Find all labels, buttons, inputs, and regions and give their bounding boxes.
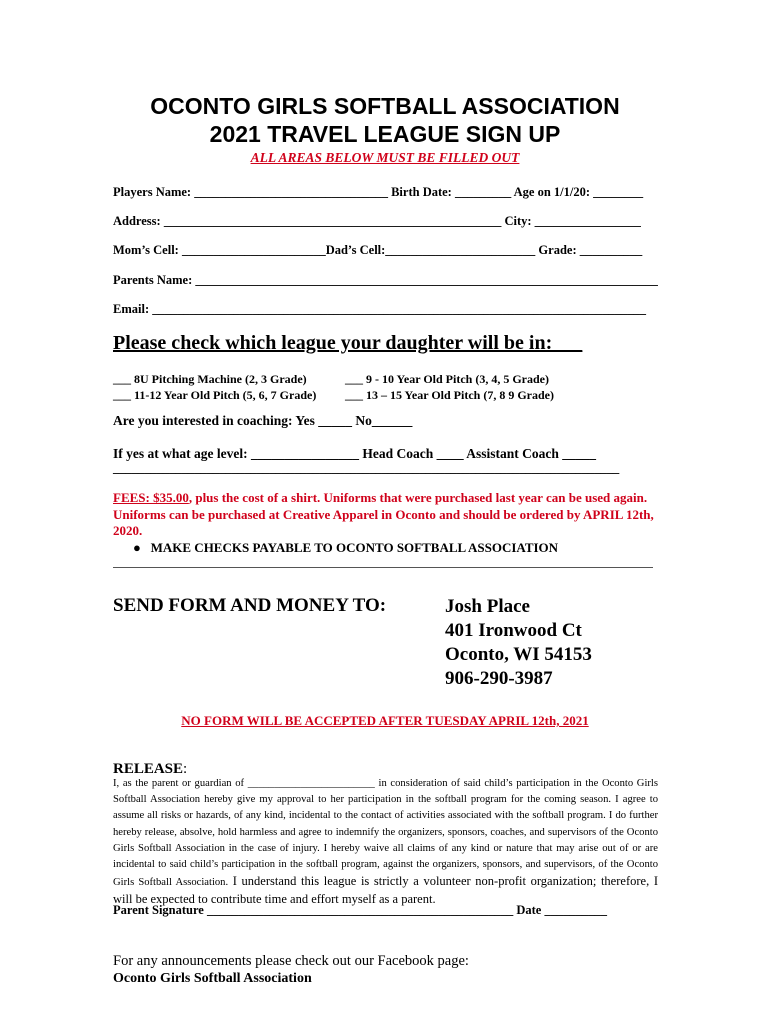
league-heading: Please check which league your daughter will be in:___ [113,332,583,354]
recipient-city: Oconto, WI 54153 [445,644,592,665]
coaching-level-field[interactable]: If yes at what age level: ________________ Head Coach ____ Assistant Coach _____ [113,446,596,461]
league-option-13-15[interactable]: ___ 13 – 15 Year Old Pitch (7, 8 9 Grade) [345,388,554,402]
fees-amount: FEES: $35.00 [113,490,189,505]
parent-signature-field[interactable]: Parent Signature _________________________________________________ Date __________ [113,903,607,917]
coaching-interest-field[interactable]: Are you interested in coaching: Yes _____ No______ [113,413,413,428]
release-heading-colon: : [183,761,188,777]
league-option-8u[interactable]: ___ 8U Pitching Machine (2, 3 Grade) [113,372,307,386]
title-line-2: 2021 TRAVEL LEAGUE SIGN UP [209,121,561,147]
deadline-notice: NO FORM WILL BE ACCEPTED AFTER TUESDAY APRIL 12th, 2021 [181,713,589,728]
checks-payable-bullet [133,540,558,556]
recipient-phone: 906-290-3987 [445,668,553,689]
email-field[interactable]: Email: _______________________________________________________________________________ [113,302,646,316]
facebook-notice: For any announcements please check out our Facebook page: [113,953,469,969]
coaching-underline: _________________________________________________________________________________ [113,461,620,475]
send-form-label: SEND FORM AND MONEY TO: [113,595,387,616]
parent-cells-field[interactable]: Mom’s Cell: _______________________Dad’s Cell:________________________ Grade: __________ [113,243,643,257]
release-body: I, as the parent or guardian of ________________________ in consideration of said child’s participation in the Oconto Girls Softball Association hereby give my approval to her participation in the softball program for the coming season. I agree to assume all risks or hazards, of any kind, incidental to the contact of activities associated with the softball program. I do further hereby release, absolve, hold harmless and agree to indemnify the organizers, sponsors, coaches, and supervisors of the Oconto Girls Softball Association in the case of injury. I hereby waive all claims of any kind or nature that may arise out of or are incidental to said child’s participation in the softball program, against the organizers, sponsors, and supervisors, of the Oconto Girls Softball Association. [113,778,658,889]
checks-payable-text: MAKE CHECKS PAYABLE TO OCONTO SOFTBALL ASSOCIATION [150,540,559,555]
mailing-address [445,595,592,691]
bullet-icon: ● [133,540,151,555]
players-name-field[interactable]: Players Name: _______________________________ Birth Date: _________ Age on 1/1/20: ________ [113,185,644,199]
league-option-11-12[interactable]: ___ 11-12 Year Old Pitch (5, 6, 7 Grade) [113,388,317,402]
address-field[interactable]: Address: ______________________________________________________ City: _________________ [113,214,641,228]
facebook-page-name: Oconto Girls Softball Association [113,971,312,986]
release-body-tail: I understand this league is strictly a volunteer non-profit organization; therefore, I will be expected to contribute time and effort myself as a parent. [113,874,658,907]
release-heading-text: RELEASE [113,761,184,777]
release-text [113,776,658,910]
must-fill-notice: ALL AREAS BELOW MUST BE FILLED OUT [250,150,520,165]
parents-name-field[interactable]: Parents Name: __________________________________________________________________________ [113,273,658,287]
fees-notice [113,490,658,540]
section-divider [113,567,653,568]
league-option-9-10[interactable]: ___ 9 - 10 Year Old Pitch (3, 4, 5 Grade) [345,372,549,386]
recipient-street: 401 Ironwood Ct [445,620,582,641]
fees-text: , plus the cost of a shirt. Uniforms that were purchased last year can be used again. Uniforms can be purchased at Creative Apparel in Oconto and should be ordered by APRIL 12th, 2020. [113,490,654,538]
recipient-name: Josh Place [445,596,530,617]
title-line-1: OCONTO GIRLS SOFTBALL ASSOCIATION [150,93,620,119]
